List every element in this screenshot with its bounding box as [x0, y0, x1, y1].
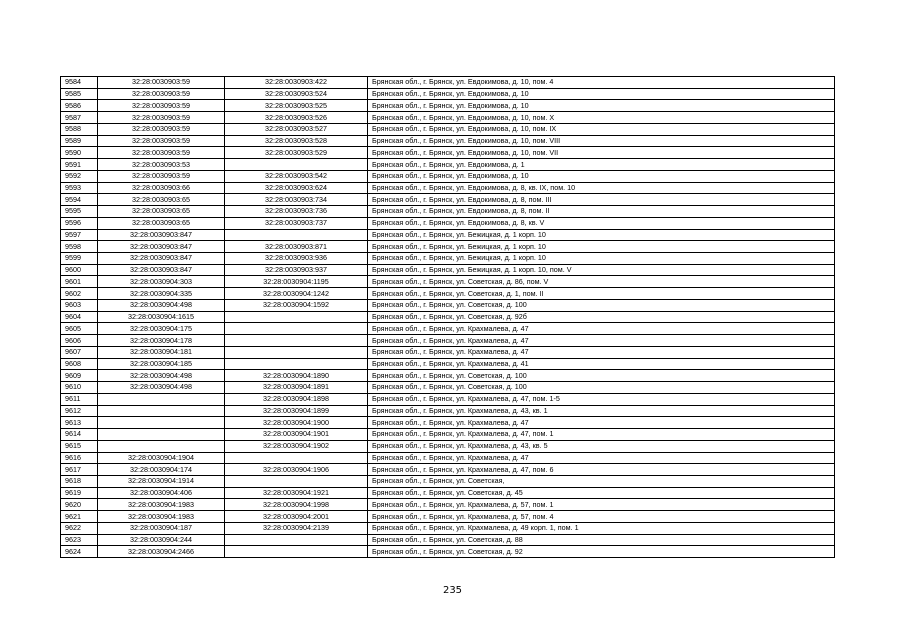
- parcel-number-cell: 32:28:0030903:59: [98, 135, 225, 147]
- object-number-cell: [225, 323, 368, 335]
- table-row: [61, 335, 835, 347]
- table-row: [61, 358, 835, 370]
- row-number-cell: 9622: [61, 522, 98, 534]
- parcel-number-cell: [98, 405, 225, 417]
- address-cell: Брянская обл., г. Брянск, ул. Советская,: [368, 475, 835, 487]
- table-row: [61, 323, 835, 335]
- object-number-cell: 32:28:0030904:1998: [225, 499, 368, 511]
- object-number-cell: 32:28:0030903:525: [225, 100, 368, 112]
- row-number-cell: 9608: [61, 358, 98, 370]
- table-row: [61, 135, 835, 147]
- parcel-number-cell: 32:28:0030904:498: [98, 370, 225, 382]
- parcel-number-cell: 32:28:0030904:244: [98, 534, 225, 546]
- parcel-number-cell: 32:28:0030904:406: [98, 487, 225, 499]
- object-number-cell: 32:28:0030903:737: [225, 217, 368, 229]
- object-number-cell: 32:28:0030904:1900: [225, 417, 368, 429]
- address-cell: Брянская обл., г. Брянск, ул. Советская, д. 100: [368, 299, 835, 311]
- object-number-cell: 32:28:0030904:1906: [225, 464, 368, 476]
- address-cell: Брянская обл., г. Брянск, ул. Советская, д. 45: [368, 487, 835, 499]
- parcel-number-cell: 32:28:0030903:59: [98, 100, 225, 112]
- object-number-cell: 32:28:0030904:1195: [225, 276, 368, 288]
- table-row: [61, 429, 835, 441]
- object-number-cell: 32:28:0030904:1901: [225, 429, 368, 441]
- parcel-number-cell: 32:28:0030904:2466: [98, 546, 225, 558]
- parcel-number-cell: [98, 440, 225, 452]
- parcel-number-cell: 32:28:0030904:181: [98, 346, 225, 358]
- object-number-cell: 32:28:0030903:871: [225, 241, 368, 253]
- parcel-number-cell: 32:28:0030903:66: [98, 182, 225, 194]
- table-row: [61, 299, 835, 311]
- row-number-cell: 9600: [61, 264, 98, 276]
- object-number-cell: [225, 311, 368, 323]
- row-number-cell: 9594: [61, 194, 98, 206]
- address-cell: Брянская обл., г. Брянск, ул. Советская, д. 92б: [368, 311, 835, 323]
- object-number-cell: [225, 534, 368, 546]
- parcel-number-cell: 32:28:0030903:59: [98, 112, 225, 124]
- object-number-cell: 32:28:0030904:1592: [225, 299, 368, 311]
- object-number-cell: [225, 159, 368, 171]
- parcel-number-cell: 32:28:0030903:847: [98, 264, 225, 276]
- address-cell: Брянская обл., г. Брянск, ул. Крахмалева, д. 43, кв. 1: [368, 405, 835, 417]
- table-row: [61, 170, 835, 182]
- address-cell: Брянская обл., г. Брянск, ул. Советская, д. 88: [368, 534, 835, 546]
- parcel-number-cell: 32:28:0030904:175: [98, 323, 225, 335]
- row-number-cell: 9590: [61, 147, 98, 159]
- object-number-cell: 32:28:0030904:1902: [225, 440, 368, 452]
- object-number-cell: 32:28:0030904:1899: [225, 405, 368, 417]
- object-number-cell: 32:28:0030904:1891: [225, 382, 368, 394]
- object-number-cell: 32:28:0030904:1898: [225, 393, 368, 405]
- row-number-cell: 9592: [61, 170, 98, 182]
- address-cell: Брянская обл., г. Брянск, ул. Крахмалева, д. 47, пом. 1: [368, 429, 835, 441]
- row-number-cell: 9604: [61, 311, 98, 323]
- row-number-cell: 9614: [61, 429, 98, 441]
- address-cell: Брянская обл., г. Брянск, ул. Крахмалева, д. 47, пом. 1-5: [368, 393, 835, 405]
- address-cell: Брянская обл., г. Брянск, ул. Крахмалева, д. 47, пом. 6: [368, 464, 835, 476]
- address-cell: Брянская обл., г. Брянск, ул. Советская, д. 1, пом. II: [368, 288, 835, 300]
- object-number-cell: [225, 475, 368, 487]
- row-number-cell: 9624: [61, 546, 98, 558]
- table-row: [61, 264, 835, 276]
- parcel-number-cell: 32:28:0030904:498: [98, 299, 225, 311]
- parcel-number-cell: 32:28:0030903:59: [98, 77, 225, 89]
- parcel-number-cell: 32:28:0030904:335: [98, 288, 225, 300]
- row-number-cell: 9598: [61, 241, 98, 253]
- parcel-number-cell: 32:28:0030903:847: [98, 241, 225, 253]
- address-cell: Брянская обл., г. Брянск, ул. Евдокимова, д. 1: [368, 159, 835, 171]
- parcel-number-cell: 32:28:0030903:65: [98, 217, 225, 229]
- address-cell: Брянская обл., г. Брянск, ул. Крахмалева, д. 47: [368, 323, 835, 335]
- parcel-number-cell: [98, 429, 225, 441]
- table-row: [61, 159, 835, 171]
- row-number-cell: 9605: [61, 323, 98, 335]
- row-number-cell: 9609: [61, 370, 98, 382]
- row-number-cell: 9610: [61, 382, 98, 394]
- object-number-cell: [225, 229, 368, 241]
- parcel-number-cell: 32:28:0030904:1983: [98, 499, 225, 511]
- row-number-cell: 9599: [61, 253, 98, 265]
- table-row: [61, 370, 835, 382]
- parcel-number-cell: 32:28:0030903:59: [98, 123, 225, 135]
- parcel-number-cell: 32:28:0030903:847: [98, 229, 225, 241]
- table-row: [61, 475, 835, 487]
- table-row: [61, 276, 835, 288]
- object-number-cell: 32:28:0030904:1890: [225, 370, 368, 382]
- row-number-cell: 9588: [61, 123, 98, 135]
- object-number-cell: 32:28:0030904:2139: [225, 522, 368, 534]
- table-row: [61, 123, 835, 135]
- row-number-cell: 9601: [61, 276, 98, 288]
- table-row: [61, 487, 835, 499]
- parcel-number-cell: 32:28:0030904:498: [98, 382, 225, 394]
- row-number-cell: 9612: [61, 405, 98, 417]
- row-number-cell: 9587: [61, 112, 98, 124]
- table-row: [61, 452, 835, 464]
- address-cell: Брянская обл., г. Брянск, ул. Евдокимова, д. 8, пом. III: [368, 194, 835, 206]
- parcel-number-cell: 32:28:0030903:65: [98, 206, 225, 218]
- parcel-number-cell: 32:28:0030904:303: [98, 276, 225, 288]
- table-row: [61, 417, 835, 429]
- parcel-number-cell: 32:28:0030904:187: [98, 522, 225, 534]
- row-number-cell: 9606: [61, 335, 98, 347]
- row-number-cell: 9602: [61, 288, 98, 300]
- object-number-cell: 32:28:0030903:937: [225, 264, 368, 276]
- object-number-cell: 32:28:0030903:624: [225, 182, 368, 194]
- row-number-cell: 9584: [61, 77, 98, 89]
- parcel-number-cell: 32:28:0030903:59: [98, 88, 225, 100]
- object-number-cell: 32:28:0030903:526: [225, 112, 368, 124]
- address-cell: Брянская обл., г. Брянск, ул. Крахмалева, д. 47: [368, 335, 835, 347]
- register-table: [60, 76, 835, 558]
- row-number-cell: 9615: [61, 440, 98, 452]
- row-number-cell: 9595: [61, 206, 98, 218]
- address-cell: Брянская обл., г. Брянск, ул. Евдокимова, д. 8, кв. IX, пом. 10: [368, 182, 835, 194]
- table-row: [61, 88, 835, 100]
- address-cell: Брянская обл., г. Брянск, ул. Бежицкая, д. 1 корп. 10, пом. V: [368, 264, 835, 276]
- row-number-cell: 9603: [61, 299, 98, 311]
- address-cell: Брянская обл., г. Брянск, ул. Крахмалева, д. 57, пом. 4: [368, 511, 835, 523]
- address-cell: Брянская обл., г. Брянск, ул. Евдокимова, д. 10, пом. VII: [368, 147, 835, 159]
- table-row: [61, 241, 835, 253]
- table-row: [61, 546, 835, 558]
- address-cell: Брянская обл., г. Брянск, ул. Евдокимова, д. 10: [368, 170, 835, 182]
- row-number-cell: 9596: [61, 217, 98, 229]
- row-number-cell: 9611: [61, 393, 98, 405]
- address-cell: Брянская обл., г. Брянск, ул. Крахмалева, д. 49 корп. 1, пом. 1: [368, 522, 835, 534]
- address-cell: Брянская обл., г. Брянск, ул. Советская, д. 86, пом. V: [368, 276, 835, 288]
- row-number-cell: 9619: [61, 487, 98, 499]
- address-cell: Брянская обл., г. Брянск, ул. Евдокимова, д. 10, пом. X: [368, 112, 835, 124]
- object-number-cell: 32:28:0030903:528: [225, 135, 368, 147]
- table-row: [61, 112, 835, 124]
- table-row: [61, 382, 835, 394]
- address-cell: Брянская обл., г. Брянск, ул. Крахмалева, д. 47: [368, 417, 835, 429]
- address-cell: Брянская обл., г. Брянск, ул. Советская, д. 100: [368, 370, 835, 382]
- object-number-cell: 32:28:0030903:936: [225, 253, 368, 265]
- parcel-number-cell: 32:28:0030903:59: [98, 147, 225, 159]
- table-row: [61, 288, 835, 300]
- table-row: [61, 311, 835, 323]
- address-cell: Брянская обл., г. Брянск, ул. Крахмалева, д. 43, кв. 5: [368, 440, 835, 452]
- parcel-number-cell: 32:28:0030903:53: [98, 159, 225, 171]
- table-row: [61, 346, 835, 358]
- object-number-cell: 32:28:0030903:542: [225, 170, 368, 182]
- table-row: [61, 405, 835, 417]
- row-number-cell: 9597: [61, 229, 98, 241]
- table-row: [61, 393, 835, 405]
- table-row: [61, 253, 835, 265]
- row-number-cell: 9613: [61, 417, 98, 429]
- row-number-cell: 9621: [61, 511, 98, 523]
- address-cell: Брянская обл., г. Брянск, ул. Евдокимова, д. 10, пом. VIII: [368, 135, 835, 147]
- address-cell: Брянская обл., г. Брянск, ул. Крахмалева, д. 47: [368, 452, 835, 464]
- parcel-number-cell: 32:28:0030903:65: [98, 194, 225, 206]
- row-number-cell: 9586: [61, 100, 98, 112]
- row-number-cell: 9623: [61, 534, 98, 546]
- table-row: [61, 464, 835, 476]
- row-number-cell: 9607: [61, 346, 98, 358]
- object-number-cell: 32:28:0030903:529: [225, 147, 368, 159]
- parcel-number-cell: 32:28:0030904:1983: [98, 511, 225, 523]
- register-table-body: [61, 77, 835, 558]
- row-number-cell: 9617: [61, 464, 98, 476]
- parcel-number-cell: 32:28:0030904:1904: [98, 452, 225, 464]
- table-row: [61, 217, 835, 229]
- object-number-cell: 32:28:0030903:734: [225, 194, 368, 206]
- row-number-cell: 9593: [61, 182, 98, 194]
- address-cell: Брянская обл., г. Брянск, ул. Евдокимова, д. 10, пом. 4: [368, 77, 835, 89]
- row-number-cell: 9616: [61, 452, 98, 464]
- row-number-cell: 9618: [61, 475, 98, 487]
- object-number-cell: 32:28:0030904:1242: [225, 288, 368, 300]
- address-cell: Брянская обл., г. Брянск, ул. Евдокимова, д. 10: [368, 88, 835, 100]
- object-number-cell: [225, 546, 368, 558]
- address-cell: Брянская обл., г. Брянск, ул. Крахмалева, д. 47: [368, 346, 835, 358]
- parcel-number-cell: 32:28:0030904:185: [98, 358, 225, 370]
- object-number-cell: 32:28:0030903:422: [225, 77, 368, 89]
- object-number-cell: 32:28:0030903:527: [225, 123, 368, 135]
- object-number-cell: 32:28:0030904:1921: [225, 487, 368, 499]
- table-row: [61, 511, 835, 523]
- row-number-cell: 9620: [61, 499, 98, 511]
- object-number-cell: 32:28:0030903:736: [225, 206, 368, 218]
- object-number-cell: [225, 346, 368, 358]
- object-number-cell: [225, 452, 368, 464]
- object-number-cell: [225, 335, 368, 347]
- table-row: [61, 499, 835, 511]
- table-row: [61, 229, 835, 241]
- address-cell: Брянская обл., г. Брянск, ул. Бежицкая, д. 1 корп. 10: [368, 241, 835, 253]
- page-number: 235: [442, 585, 463, 596]
- address-cell: Брянская обл., г. Брянск, ул. Крахмалева, д. 57, пом. 1: [368, 499, 835, 511]
- parcel-number-cell: 32:28:0030904:1914: [98, 475, 225, 487]
- table-row: [61, 194, 835, 206]
- address-cell: Брянская обл., г. Брянск, ул. Советская, д. 100: [368, 382, 835, 394]
- table-row: [61, 440, 835, 452]
- parcel-number-cell: [98, 393, 225, 405]
- table-row: [61, 522, 835, 534]
- address-cell: Брянская обл., г. Брянск, ул. Евдокимова, д. 10, пом. IX: [368, 123, 835, 135]
- parcel-number-cell: 32:28:0030904:1615: [98, 311, 225, 323]
- address-cell: Брянская обл., г. Брянск, ул. Бежицкая, д. 1 корп. 10: [368, 253, 835, 265]
- object-number-cell: [225, 358, 368, 370]
- address-cell: Брянская обл., г. Брянск, ул. Евдокимова, д. 8, пом. II: [368, 206, 835, 218]
- table-row: [61, 182, 835, 194]
- parcel-number-cell: [98, 417, 225, 429]
- address-cell: Брянская обл., г. Брянск, ул. Евдокимова, д. 8, кв. V: [368, 217, 835, 229]
- parcel-number-cell: 32:28:0030903:847: [98, 253, 225, 265]
- table-row: [61, 100, 835, 112]
- address-cell: Брянская обл., г. Брянск, ул. Советская, д. 92: [368, 546, 835, 558]
- address-cell: Брянская обл., г. Брянск, ул. Крахмалева, д. 41: [368, 358, 835, 370]
- object-number-cell: 32:28:0030904:2001: [225, 511, 368, 523]
- parcel-number-cell: 32:28:0030903:59: [98, 170, 225, 182]
- table-row: [61, 534, 835, 546]
- parcel-number-cell: 32:28:0030904:174: [98, 464, 225, 476]
- row-number-cell: 9589: [61, 135, 98, 147]
- address-cell: Брянская обл., г. Брянск, ул. Бежицкая, д. 1 корп. 10: [368, 229, 835, 241]
- object-number-cell: 32:28:0030903:524: [225, 88, 368, 100]
- row-number-cell: 9585: [61, 88, 98, 100]
- parcel-number-cell: 32:28:0030904:178: [98, 335, 225, 347]
- row-number-cell: 9591: [61, 159, 98, 171]
- table-row: [61, 147, 835, 159]
- table-row: [61, 206, 835, 218]
- address-cell: Брянская обл., г. Брянск, ул. Евдокимова, д. 10: [368, 100, 835, 112]
- table-row: [61, 77, 835, 89]
